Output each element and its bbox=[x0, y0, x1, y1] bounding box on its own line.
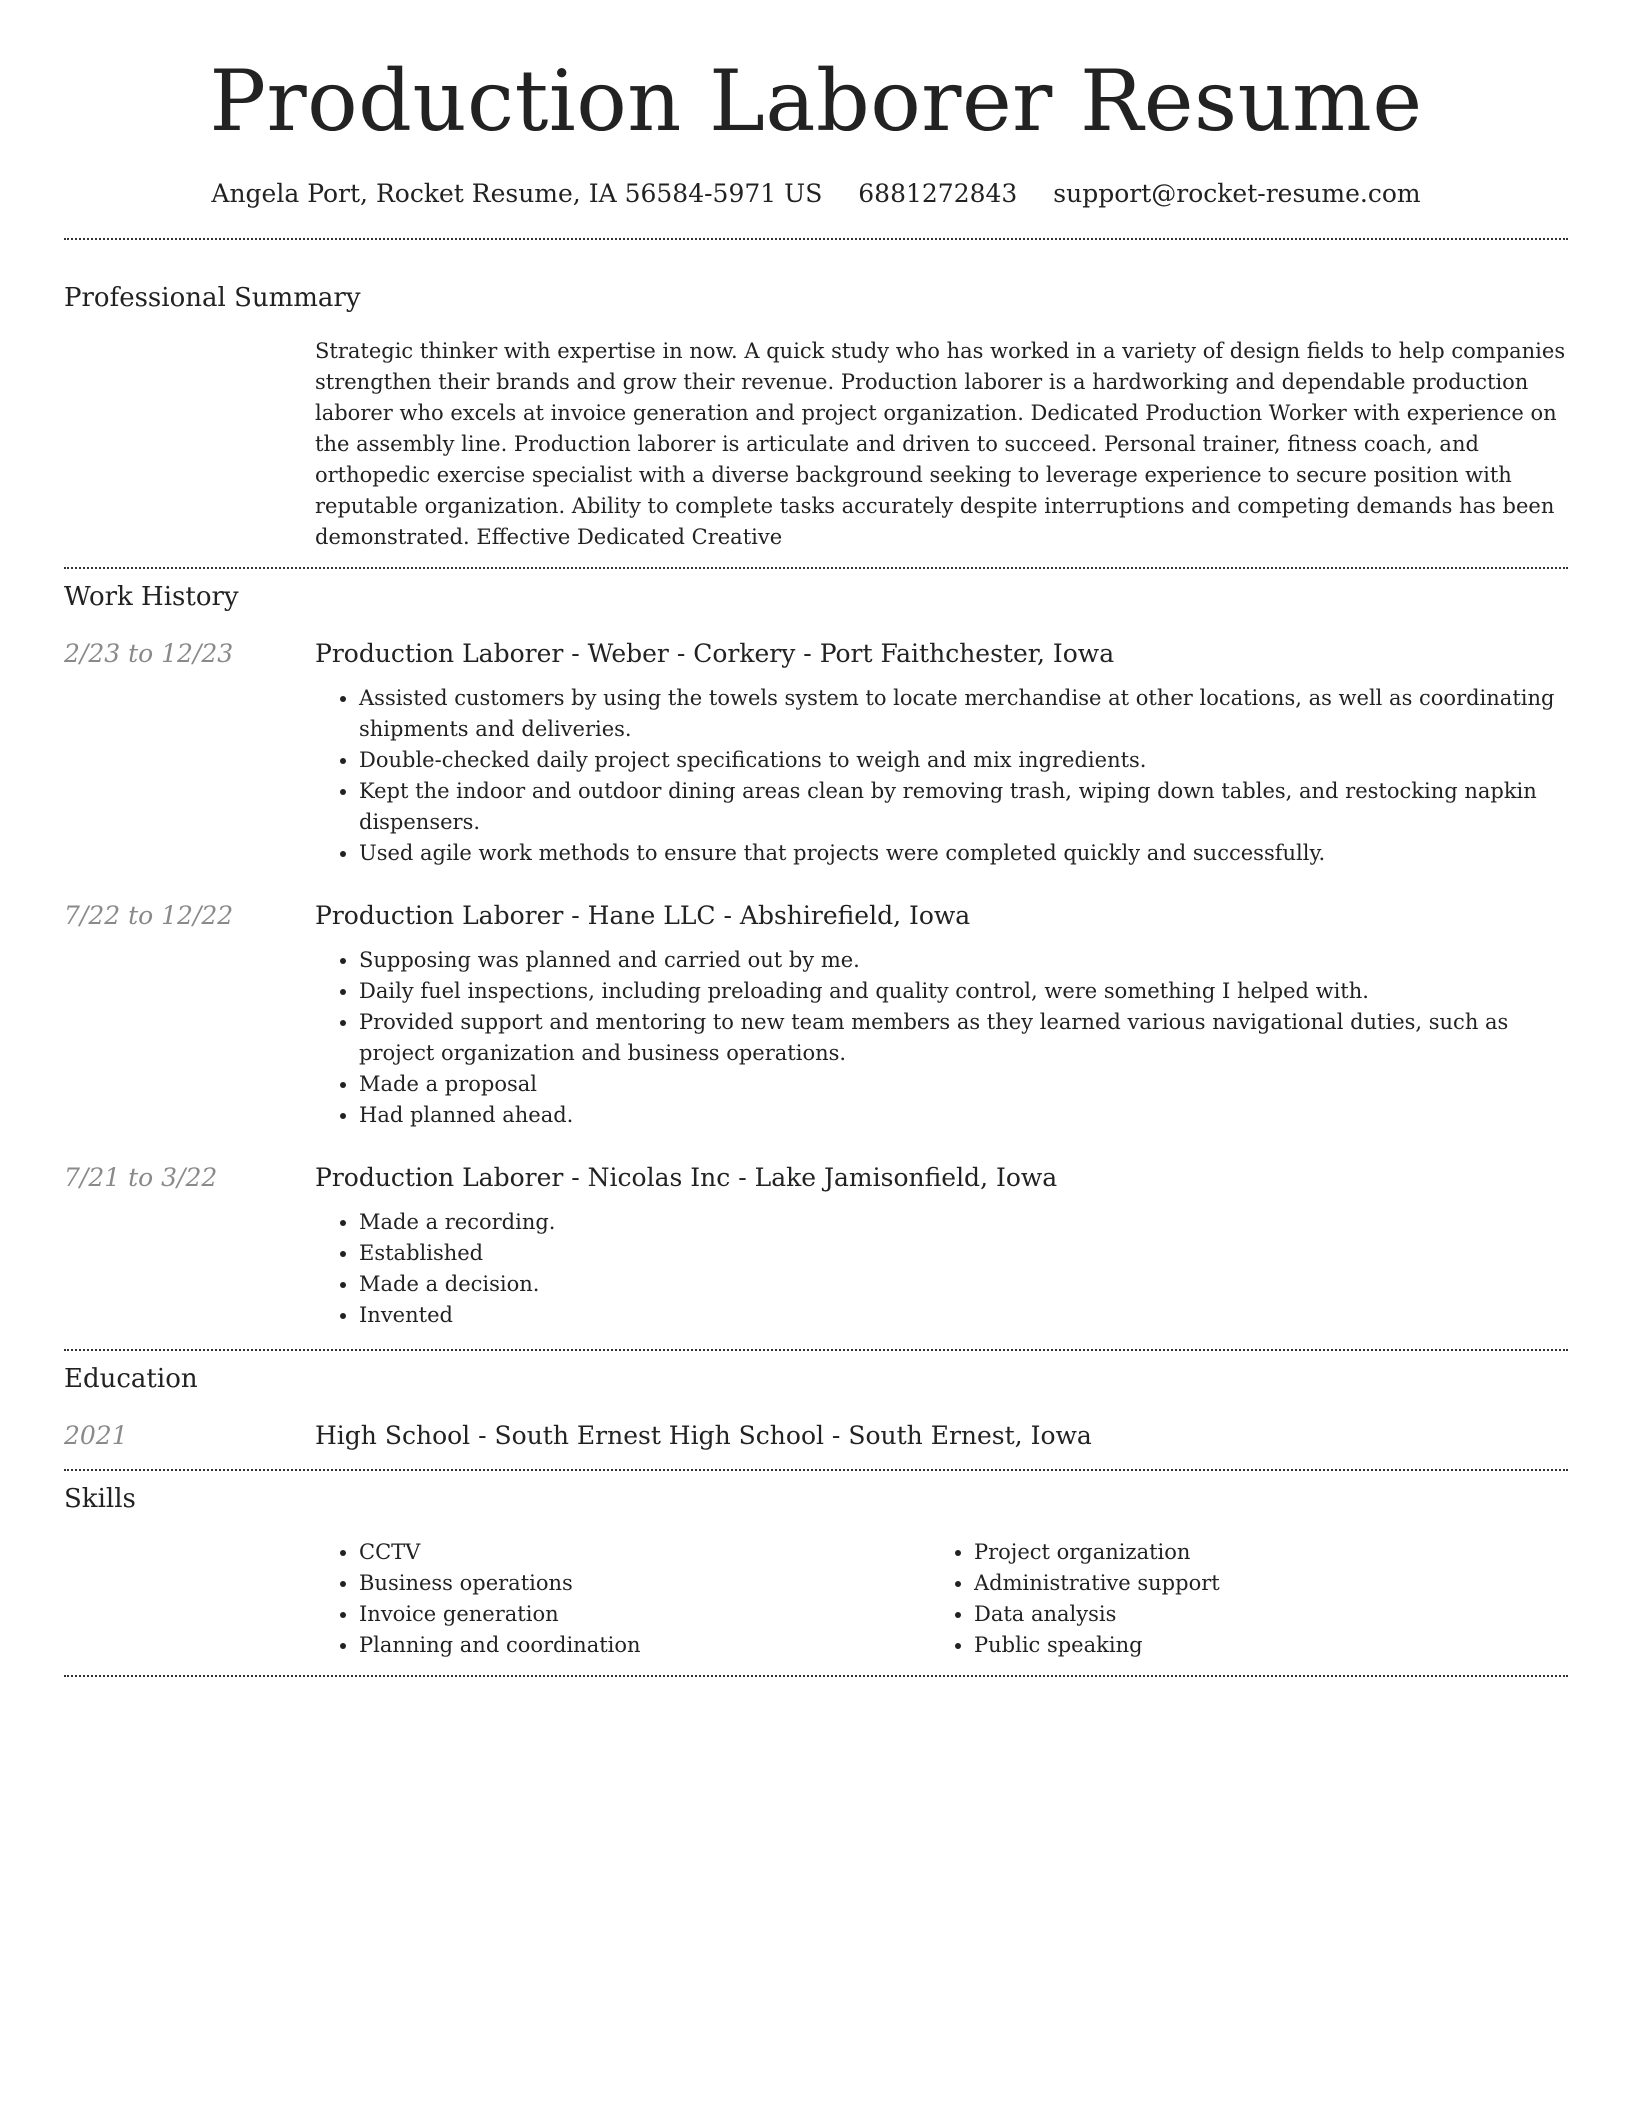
job-dates: 7/22 to 12/22 bbox=[64, 901, 234, 930]
skill-item: • Business operations bbox=[359, 1568, 930, 1599]
job-entry bbox=[64, 899, 1568, 1131]
list-item: • Made a decision. bbox=[359, 1269, 1568, 1300]
list-item: • Double-checked daily project specifications to weigh and mix ingredients. bbox=[359, 745, 1568, 776]
skill-item: • CCTV bbox=[359, 1537, 930, 1568]
section-heading-skills: Skills bbox=[64, 1484, 136, 1514]
skills-list-left bbox=[315, 1537, 930, 1661]
education-title: High School - South Ernest High School - South Ernest, Iowa bbox=[315, 1421, 1092, 1450]
list-item: • Made a recording. bbox=[359, 1207, 1568, 1238]
contact-line bbox=[64, 176, 1568, 212]
education-section bbox=[64, 1351, 1568, 1453]
education-year: 2021 bbox=[64, 1421, 128, 1450]
section-heading-education: Education bbox=[64, 1364, 198, 1394]
list-item: • Assisted customers by using the towels system to locate merchandise at other locations, as well as coordinating shipments and deliveries. bbox=[359, 683, 1568, 745]
job-title: Production Laborer - Hane LLC - Abshirefield, Iowa bbox=[315, 901, 971, 930]
contact-address: Angela Port, Rocket Resume, IA 56584-5971 US bbox=[211, 179, 823, 208]
list-item: • Used agile work methods to ensure that projects were completed quickly and successfully. bbox=[359, 838, 1568, 869]
resume-title: Production Laborer Resume bbox=[209, 52, 1423, 150]
education-entry bbox=[64, 1419, 1568, 1453]
job-title: Production Laborer - Nicolas Inc - Lake Jamisonfield, Iowa bbox=[315, 1163, 1058, 1192]
skill-item: • Invoice generation bbox=[359, 1599, 930, 1630]
contact-email: support@rocket-resume.com bbox=[1053, 179, 1421, 208]
list-item: • Invented bbox=[359, 1300, 1568, 1331]
job-dates: 2/23 to 12/23 bbox=[64, 639, 234, 668]
job-title: Production Laborer - Weber - Corkery - Port Faithchester, Iowa bbox=[315, 639, 1115, 668]
summary-text: Strategic thinker with expertise in now. A quick study who has worked in a variety of design fields to help companies strengthen their brands and grow their revenue. Production laborer is a hardworking and dependable production laborer who excels at invoice generation and project organization. Dedicated Production Worker with experience on the assembly line. Production laborer is articulate and driven to succeed. Personal trainer, fitness coach, and orthopedic exercise specialist with a diverse background seeking to leverage experience to secure position with reputable organization. Ability to complete tasks accurately despite interruptions and competing demands has been demonstrated. Effective Dedicated Creative bbox=[315, 339, 1566, 549]
skill-item: • Public speaking bbox=[974, 1630, 1545, 1661]
job-bullets bbox=[315, 945, 1568, 1131]
skill-item: • Planning and coordination bbox=[359, 1630, 930, 1661]
list-item: • Daily fuel inspections, including preloading and quality control, were something I helped with. bbox=[359, 976, 1568, 1007]
skill-item: • Project organization bbox=[974, 1537, 1545, 1568]
list-item: • Made a proposal bbox=[359, 1069, 1568, 1100]
list-item: • Provided support and mentoring to new team members as they learned various navigational duties, such as project organization and business operations. bbox=[359, 1007, 1568, 1069]
work-section bbox=[64, 569, 1568, 1331]
divider bbox=[64, 1675, 1568, 1677]
job-entry bbox=[64, 1161, 1568, 1331]
skill-item: • Data analysis bbox=[974, 1599, 1545, 1630]
section-heading-summary: Professional Summary bbox=[64, 283, 361, 313]
summary-section bbox=[64, 240, 1568, 553]
list-item: • Supposing was planned and carried out by me. bbox=[359, 945, 1568, 976]
skill-item: • Administrative support bbox=[974, 1568, 1545, 1599]
skills-list-right bbox=[930, 1537, 1545, 1661]
list-item: • Had planned ahead. bbox=[359, 1100, 1568, 1131]
list-item: • Kept the indoor and outdoor dining areas clean by removing trash, wiping down tables, and restocking napkin dispensers. bbox=[359, 776, 1568, 838]
section-heading-work: Work History bbox=[64, 582, 239, 612]
contact-phone: 6881272843 bbox=[858, 179, 1018, 208]
job-bullets bbox=[315, 683, 1568, 869]
job-dates: 7/21 to 3/22 bbox=[64, 1163, 218, 1192]
job-bullets bbox=[315, 1207, 1568, 1331]
skills-section bbox=[64, 1471, 1568, 1661]
list-item: • Established bbox=[359, 1238, 1568, 1269]
skills-columns bbox=[315, 1537, 1568, 1661]
job-entry bbox=[64, 637, 1568, 869]
